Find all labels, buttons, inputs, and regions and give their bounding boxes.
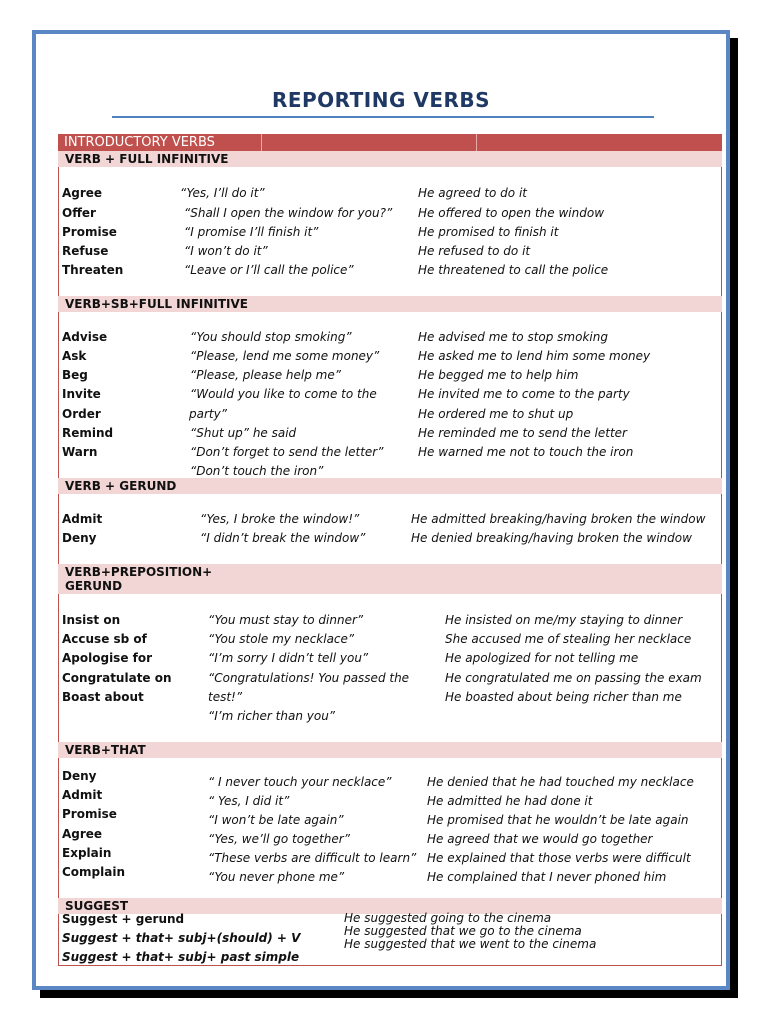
verb-label: Beg xyxy=(62,368,88,382)
example-quote: “I’m richer than you” xyxy=(208,709,336,723)
reported-sentence: He invited me to come to the party xyxy=(418,387,630,401)
example-quote: “Yes, I’ll do it” xyxy=(180,186,265,200)
verb-label: Congratulate on xyxy=(62,671,172,685)
reported-sentence: He suggested that we went to the cinema xyxy=(344,937,597,951)
verb-label: Explain xyxy=(62,846,112,860)
section-heading-full-infinitive: VERB + FULL INFINITIVE xyxy=(58,151,722,167)
suggest-form: Suggest + that+ subj+(should) + V xyxy=(62,931,301,945)
example-quote: “Shall I open the window for you?” xyxy=(184,206,393,220)
reported-sentence: She accused me of stealing her necklace xyxy=(445,632,692,646)
example-quote: “I promise I’ll finish it” xyxy=(184,225,319,239)
verb-label: Order xyxy=(62,407,101,421)
section-heading-gerund: VERB + GERUND xyxy=(58,478,722,494)
verb-label: Deny xyxy=(62,531,97,545)
verb-label: Offer xyxy=(62,206,96,220)
section-heading-sb-infinitive: VERB+SB+FULL INFINITIVE xyxy=(58,296,722,312)
page-title: REPORTING VERBS xyxy=(271,88,491,112)
reported-sentence: He apologized for not telling me xyxy=(445,651,639,665)
verb-label: Remind xyxy=(62,426,114,440)
reported-sentence: He boasted about being richer than me xyxy=(445,690,682,704)
reported-sentence: He asked me to lend him some money xyxy=(418,349,651,363)
reported-sentence: He denied that he had touched my necklace xyxy=(427,775,694,789)
example-quote: “Don’t forget to send the letter” xyxy=(190,445,384,459)
verb-label: Deny xyxy=(62,769,97,783)
reported-sentence: He insisted on me/my staying to dinner xyxy=(445,613,683,627)
reported-sentence: He admitted breaking/having broken the window xyxy=(411,512,706,526)
verb-label: Promise xyxy=(62,807,117,821)
title-underline xyxy=(112,116,654,118)
example-quote: “I didn’t break the window” xyxy=(200,531,366,545)
example-quote: “Please, lend me some money” xyxy=(190,349,380,363)
header-divider xyxy=(261,134,262,151)
verb-label: Refuse xyxy=(62,244,109,258)
example-quote: “Shut up” he said xyxy=(190,426,297,440)
example-quote: “Please, please help me” xyxy=(190,368,341,382)
reported-sentence: He begged me to help him xyxy=(418,368,579,382)
section-heading-suggest: SUGGEST xyxy=(58,898,722,914)
reported-sentence: He refused to do it xyxy=(418,244,531,258)
reported-sentence: He offered to open the window xyxy=(418,206,605,220)
intro-label: INTRODUCTORY VERBS xyxy=(64,135,215,150)
example-quote: “Would you like to come to the xyxy=(190,387,377,401)
example-quote: “Congratulations! You passed the xyxy=(208,671,410,685)
intro-header xyxy=(58,134,722,151)
suggest-form: Suggest + gerund xyxy=(62,912,185,926)
reported-sentence: He admitted he had done it xyxy=(427,794,593,808)
example-quote: “I’m sorry I didn’t tell you” xyxy=(208,651,369,665)
reported-sentence: He suggested that we go to the cinema xyxy=(344,924,582,938)
section-heading-preposition-gerund xyxy=(58,564,722,594)
heading-line: GERUND xyxy=(65,579,123,593)
example-quote: “Don’t touch the iron” xyxy=(190,464,324,478)
example-quote: “Yes, we’ll go together” xyxy=(208,832,350,846)
verb-label: Agree xyxy=(62,186,103,200)
example-quote: “You should stop smoking” xyxy=(190,330,352,344)
verb-label: Promise xyxy=(62,225,117,239)
reported-sentence: He congratulated me on passing the exam xyxy=(445,671,702,685)
heading-line: VERB+PREPOSITION+ xyxy=(65,565,213,579)
reported-sentence: He promised that he wouldn’t be late again xyxy=(427,813,689,827)
reported-sentence: He agreed to do it xyxy=(418,186,527,200)
suggest-form: Suggest + that+ subj+ past simple xyxy=(62,950,300,964)
verb-label: Threaten xyxy=(62,263,124,277)
reported-sentence: He ordered me to shut up xyxy=(418,407,574,421)
header-divider xyxy=(476,134,477,151)
verb-label: Warn xyxy=(62,445,98,459)
example-quote: “Leave or I’ll call the police” xyxy=(184,263,354,277)
reported-sentence: He advised me to stop smoking xyxy=(418,330,608,344)
example-quote: “ Yes, I did it” xyxy=(208,794,290,808)
verb-label: Apologise for xyxy=(62,651,153,665)
example-quote: “Yes, I broke the window!” xyxy=(200,512,360,526)
verb-label: Admit xyxy=(62,788,103,802)
verb-label: Accuse sb of xyxy=(62,632,147,646)
verb-label: Boast about xyxy=(62,690,144,704)
reported-sentence: He complained that I never phoned him xyxy=(427,870,667,884)
example-quote: “You never phone me” xyxy=(208,870,345,884)
reported-sentence: He explained that those verbs were difficult xyxy=(427,851,691,865)
example-quote: “You must stay to dinner” xyxy=(208,613,364,627)
verb-label: Complain xyxy=(62,865,126,879)
reported-sentence: He suggested going to the cinema xyxy=(344,911,552,925)
example-quote: test!” xyxy=(208,690,243,704)
reported-sentence: He reminded me to send the letter xyxy=(418,426,627,440)
verb-label: Invite xyxy=(62,387,101,401)
example-quote: “ I never touch your necklace” xyxy=(208,775,392,789)
verb-label: Agree xyxy=(62,827,103,841)
reported-sentence: He promised to finish it xyxy=(418,225,559,239)
example-quote: “These verbs are difficult to learn” xyxy=(208,851,417,865)
document-page xyxy=(32,30,730,990)
example-quote: “I won’t do it” xyxy=(184,244,268,258)
reported-sentence: He warned me not to touch the iron xyxy=(418,445,634,459)
verb-label: Insist on xyxy=(62,613,121,627)
reported-sentence: He denied breaking/having broken the window xyxy=(411,531,692,545)
verb-label: Ask xyxy=(62,349,87,363)
example-quote: “I won’t be late again” xyxy=(208,813,344,827)
section-heading-that: VERB+THAT xyxy=(58,742,722,758)
reported-sentence: He agreed that we would go together xyxy=(427,832,653,846)
example-quote: “You stole my necklace” xyxy=(208,632,355,646)
reported-sentence: He threatened to call the police xyxy=(418,263,609,277)
example-quote: party” xyxy=(189,407,227,421)
verb-label: Admit xyxy=(62,512,103,526)
verb-label: Advise xyxy=(62,330,108,344)
